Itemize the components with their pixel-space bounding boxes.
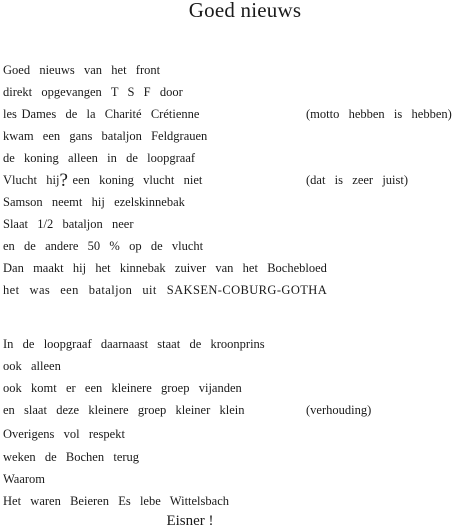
poem-line: weken de Bochen terug	[3, 450, 140, 464]
poem-line: Goed nieuws van het front	[3, 63, 161, 77]
vlucht-before: Vlucht hij	[3, 173, 60, 187]
poem-line: Het waren Beieren Es lebe Wittelsbach	[3, 494, 229, 508]
side-remark-motto: (motto hebben is hebben)	[306, 107, 452, 121]
poem-line-vlucht	[3, 170, 203, 191]
question-mark: ?	[59, 170, 68, 191]
poem-line: ook alleen	[3, 359, 61, 373]
poem-line: Waarom	[3, 472, 46, 486]
poem-line: Samson neemt hij ezelskinnebak	[3, 195, 185, 209]
poem-line: ook komt er een kleinere groep vijanden	[3, 381, 242, 395]
poem-line: les Dames de la Charité Crétienne	[3, 107, 200, 121]
side-remark-verhouding: (verhouding)	[306, 403, 372, 417]
poem-line: In de loopgraaf daarnaast staat de kroonprins	[3, 337, 265, 351]
vlucht-after: een koning vlucht niet	[67, 173, 203, 187]
poem-line: en slaat deze kleinere groep kleiner klein	[3, 403, 245, 417]
poem-line: en de andere 50 % op de vlucht	[3, 239, 204, 253]
signature: Eisner !	[166, 513, 214, 529]
poem-line: Dan maakt hij het kinnebak zuiver van het Bocheblοed	[3, 261, 327, 275]
poem-line: Slaat 1/2 bataljon neer	[3, 217, 134, 231]
poem-line: het was een bataljon uit SAKSEN-COBURG-GOTHA	[3, 283, 328, 297]
side-remark-juist: (dat is zeer juist)	[306, 173, 409, 187]
poem-line: kwam een gans bataljon Feldgrauen	[3, 129, 208, 143]
poem-line: Overigens vol respekt	[3, 427, 125, 441]
poem-line: de koning alleen in de loopgraaf	[3, 151, 196, 165]
poem-line: direkt opgevangen T S F door	[3, 85, 183, 99]
poem-title: Goed nieuws	[188, 0, 302, 22]
